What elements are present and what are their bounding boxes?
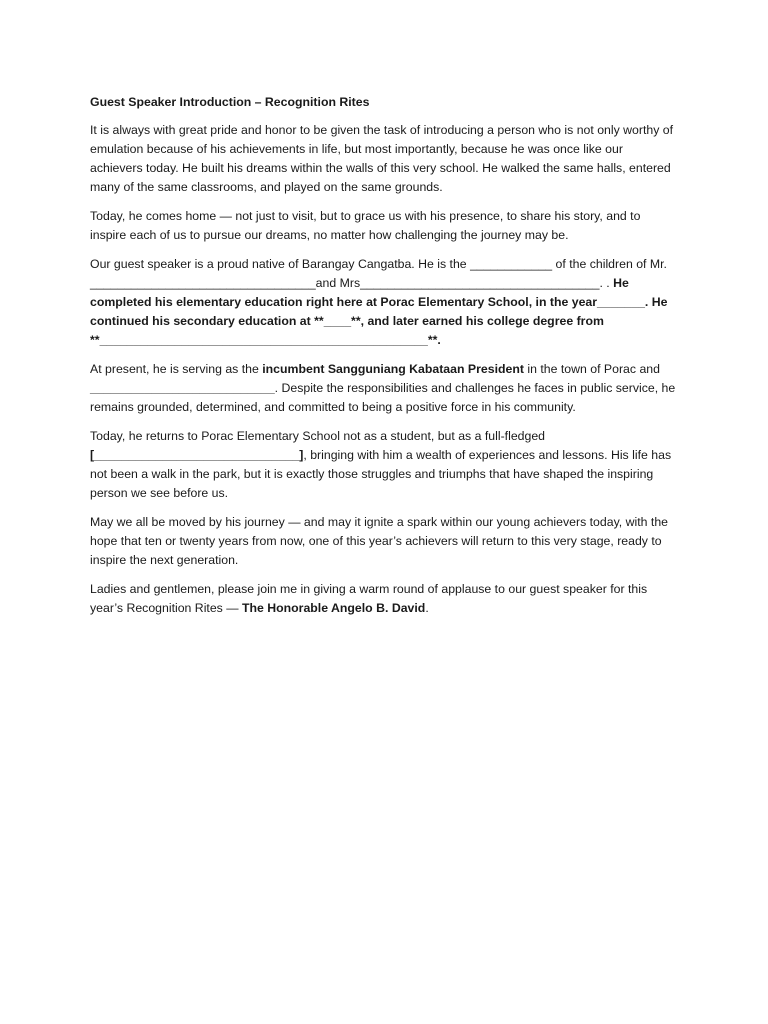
paragraph-homecoming: Today, he comes home — not just to visit, but to grace us with his presence, to share his story, and to inspire each of us to pursue our dreams, no matter how challenging the journey may be. xyxy=(90,209,641,242)
paragraph-background xyxy=(90,255,678,350)
present-role-text-3: . Despite the responsibilities and challenges he faces in public service, he remains grounded, determined, and committed to being a positive force in his community. xyxy=(90,381,676,414)
closing-text-2: . xyxy=(425,601,429,615)
blank-line: ___________________________ xyxy=(90,381,275,395)
return-text-1: Today, he returns to Porac Elementary School not as a student, but as a full-fledged xyxy=(90,429,546,443)
education-text: He completed his elementary education right here at Porac Elementary School, in the year_______. He continued his secondary education at **____**, and later earned his college degree from **________________________________________________**. xyxy=(90,276,668,347)
document-title: Guest Speaker Introduction – Recognition Rites xyxy=(90,95,370,109)
closing-text-1: Ladies and gentlemen, please join me in giving a warm round of applause to our guest speaker for this year’s Recognition Rites — xyxy=(90,582,648,615)
bracket-blank: [______________________________] xyxy=(90,448,304,462)
paragraph-present-role xyxy=(90,360,678,417)
speaker-name: The Honorable Angelo B. David xyxy=(241,601,426,615)
paragraph-inspiration: May we all be moved by his journey — and may it ignite a spark within our young achievers today, with the hope that ten or twenty years from now, one of this year’s achievers will return to this very stage, ready to inspire the next generation. xyxy=(90,515,669,567)
present-role-text-1: At present, he is serving as the xyxy=(90,362,263,376)
paragraph-closing xyxy=(90,580,678,618)
paragraph-intro: It is always with great pride and honor to be given the task of introducing a person who is not only worthy of emulation because of his achievements in life, but most importantly, because he was once like our achievers today. He built his dreams within the walls of this very school. He walked the same halls, entered many of the same classrooms, and played on the same grounds. xyxy=(90,123,674,194)
background-text: Our guest speaker is a proud native of Barangay Cangatba. He is the ____________ of the children of Mr. _________________________________and Mrs___________________________________. . xyxy=(90,257,667,290)
present-role-text-2: in the town of Porac and xyxy=(523,362,660,376)
paragraph-return xyxy=(90,427,678,503)
position-title: incumbent Sangguniang Kabataan President xyxy=(262,362,524,376)
return-text-2: , bringing with him a wealth of experiences and lessons. His life has not been a walk in the park, but it is exactly those struggles and triumphs that have shaped the inspiring person we see before us. xyxy=(90,448,672,500)
